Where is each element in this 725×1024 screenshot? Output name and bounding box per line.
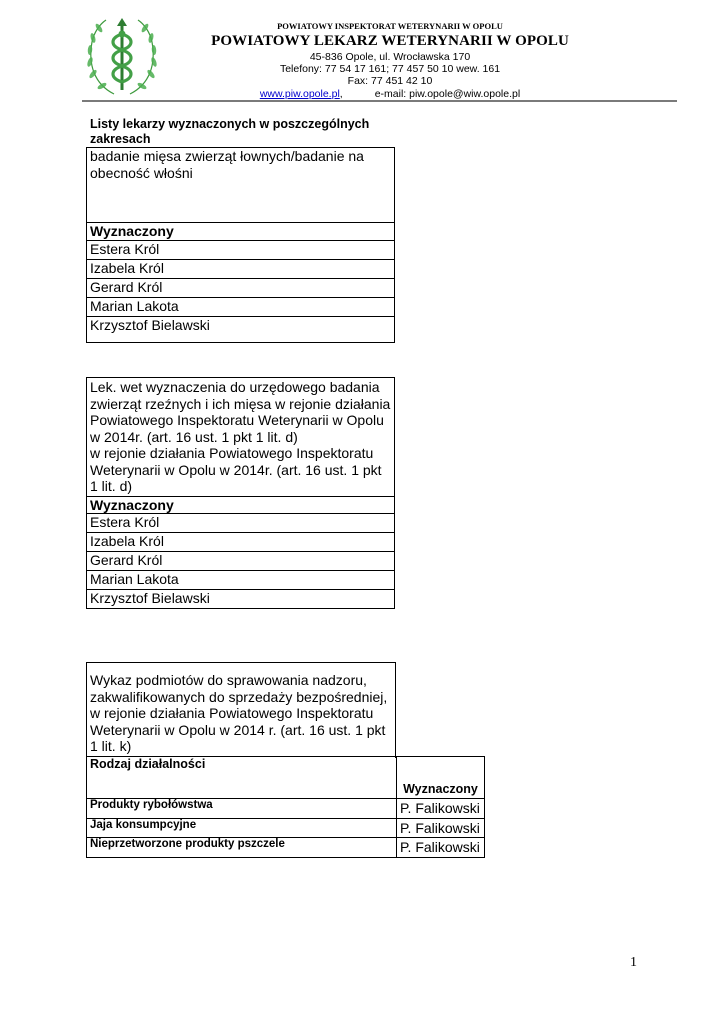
assigned-cell: P. Falikowski bbox=[397, 838, 485, 858]
table3-col1-header: Rodzaj działalności bbox=[87, 757, 397, 799]
table-row bbox=[87, 838, 485, 858]
table2-title-part2: w rejonie działania Powiatowego Inspektoratu Weterynarii w Opolu w 2014r. (art. 16 ust. 1 pkt 1 lit. d) bbox=[90, 445, 382, 494]
table-row: Gerard Król bbox=[87, 552, 395, 571]
table-row: Marian Lakota bbox=[87, 297, 395, 316]
table-row: Krzysztof Bielawski bbox=[87, 590, 395, 609]
activity-cell: Jaja konsumpcyjne bbox=[87, 818, 397, 838]
table2-title-part1: Lek. wet wyznaczenia do urzędowego badania zwierząt rzeźnych i ich mięsa w rejonie działania Powiatowego Inspektoratu Weterynarii w Opolu w 2014r. (art. 16 ust. 1 pkt 1 lit. d) bbox=[90, 379, 391, 445]
table3-title: Wykaz podmiotów do sprawowania nadzoru, zakwalifikowanych do sprzedaży bezpośredniej, w rejonie działania Powiatowego Inspektoratu Weterynarii w Opolu w 2014 r. (art. 16 ust. 1 pkt 1 lit. k) bbox=[86, 662, 396, 758]
table-row bbox=[87, 818, 485, 838]
table-row: Marian Lakota bbox=[87, 571, 395, 590]
table3-col2-header: Wyznaczony bbox=[397, 757, 485, 799]
assigned-cell: P. Falikowski bbox=[397, 799, 485, 819]
phone-numbers: Telefony: 77 54 17 161; 77 457 50 10 wew. 161 bbox=[279, 63, 501, 75]
table2-column-header: Wyznaczony bbox=[87, 496, 395, 514]
page-heading: Listy lekarzy wyznaczonych w poszczególnych zakresach bbox=[90, 117, 370, 146]
table-row: Estera Król bbox=[87, 240, 395, 259]
table-row: Izabela Król bbox=[87, 259, 395, 278]
table-row: Gerard Król bbox=[87, 278, 395, 297]
slaughter-inspection-table bbox=[86, 377, 395, 609]
table2-title bbox=[87, 378, 395, 497]
email-address: e-mail: piw.opole@wiw.opole.pl bbox=[374, 88, 521, 100]
game-meat-inspection-table bbox=[86, 147, 395, 343]
activity-cell: Nieprzetworzone produkty pszczele bbox=[87, 838, 397, 858]
activity-cell: Produkty rybołówstwa bbox=[87, 799, 397, 819]
contact-line bbox=[170, 88, 610, 100]
direct-sales-table bbox=[86, 756, 485, 858]
table-row: Krzysztof Bielawski bbox=[87, 316, 395, 342]
address: 45-836 Opole, ul. Wrocławska 170 bbox=[309, 51, 471, 63]
fax-number: Fax: 77 451 42 10 bbox=[347, 75, 433, 87]
header-divider bbox=[82, 100, 677, 102]
table-row bbox=[87, 799, 485, 819]
website-link[interactable]: www.piw.opole.pl bbox=[259, 88, 340, 100]
table-row: Estera Król bbox=[87, 514, 395, 533]
website-separator: , bbox=[339, 88, 343, 100]
table1-title: badanie mięsa zwierząt łownych/badanie na obecność włośni bbox=[87, 148, 395, 223]
table-row: Izabela Król bbox=[87, 533, 395, 552]
table1-column-header: Wyznaczony bbox=[87, 223, 395, 241]
inspectorate-name: POWIATOWY INSPEKTORAT WETERYNARII W OPOLU bbox=[277, 21, 503, 31]
page-number: 1 bbox=[630, 955, 637, 970]
assigned-cell: P. Falikowski bbox=[397, 818, 485, 838]
office-title: POWIATOWY LEKARZ WETERYNARII W OPOLU bbox=[211, 33, 569, 49]
caduceus-wreath-icon bbox=[84, 14, 160, 100]
